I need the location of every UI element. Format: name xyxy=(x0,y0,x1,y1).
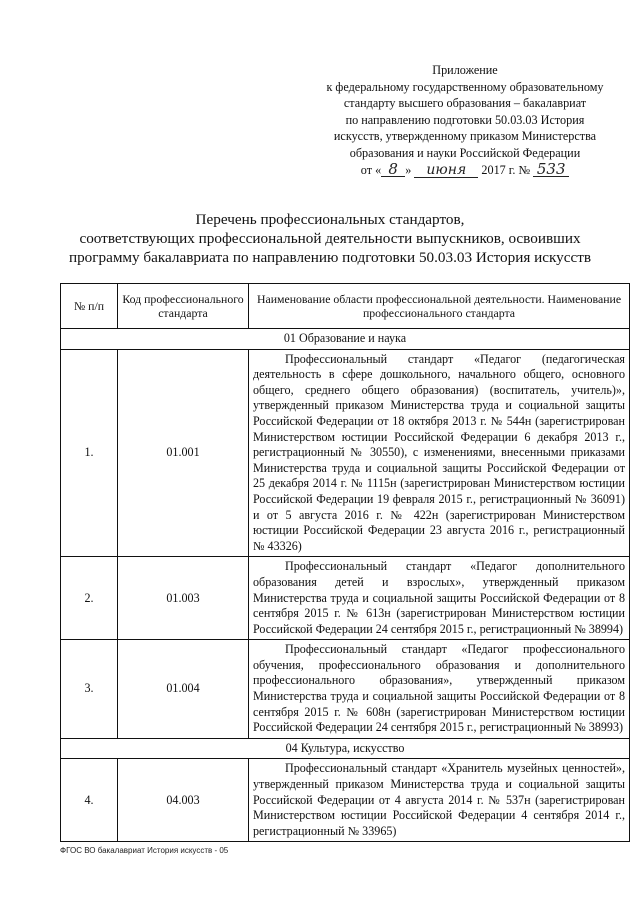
table-row xyxy=(61,759,630,842)
row-description: Профессиональный стандарт «Педагог (педагогическая деятельность в сфере дошкольного, начального общего, основного общего, среднего общего образования) (воспитатель, учитель)», утвержденный приказом Министерства труда и социальной защиты Российской Федерации от 18 октября 2013 г. № 544н (зарегистрирован Министерством юстиции Российской Федерации 6 декабря 2013 г., регистрационный № 30550), с изменениями, внесенными приказами Министерства труда и социальной защиты Российской Федерации от 25 декабря 2014 г. № 1115н (зарегистрирован Министерством юстиции Российской Федерации 19 февраля 2015 г., регистрационный № 36091) и от 5 августа 2016 г. № 422н (зарегистрирован Министерством юстиции Российской Федерации 23 августа 2016 г., регистрационный № 43326) xyxy=(249,349,630,557)
row-num: 3. xyxy=(61,640,118,739)
title-line: Перечень профессиональных стандартов, xyxy=(195,211,465,228)
row-code: 01.001 xyxy=(118,349,249,557)
appendix-line: по направлению подготовки 50.03.03 История xyxy=(345,112,585,127)
title-line: программу бакалавриата по направлению подготовки 50.03.03 История искусств xyxy=(68,249,592,266)
title-line: соответствующих профессиональной деятельности выпускников, освоивших xyxy=(79,230,581,247)
page-footer: ФГОС ВО бакалавриат История искусств - 05 xyxy=(60,846,229,855)
row-description: Профессиональный стандарт «Педагог дополнительного образования детей и взрослых», утвержденный приказом Министерства труда и социальной защиты Российской Федерации от 8 сентября 2015 г. № 613н (зарегистрирован Министерством юстиции Российской Федерации 24 сентября 2015 г., регистрационный № 38994) xyxy=(249,557,630,640)
year-text: 2017 г. № xyxy=(481,162,531,177)
table-header-row xyxy=(61,284,630,329)
row-description: Профессиональный стандарт «Хранитель музейных ценностей», утвержденный приказом Министерства труда и социальной защиты Российской Федерации от 4 августа 2014 г. № 537н (зарегистрирован Министерством юстиции Российской Федерации 4 сентября 2014 г., регистрационный № 33965) xyxy=(249,759,630,842)
row-num: 1. xyxy=(61,349,118,557)
row-num: 2. xyxy=(61,557,118,640)
row-code: 01.004 xyxy=(118,640,249,739)
appendix-block xyxy=(300,62,630,178)
table-row xyxy=(61,349,630,557)
section-row xyxy=(61,738,630,759)
order-date-line xyxy=(300,159,630,179)
header-code: Код профессионального стандарта xyxy=(118,284,249,329)
date-mid: » xyxy=(405,162,412,177)
handwritten-day: 8 xyxy=(381,162,405,177)
section-title: 04 Культура, искусство xyxy=(61,738,630,759)
header-num: № п/п xyxy=(61,284,118,329)
table-row xyxy=(61,640,630,739)
section-title: 01 Образование и наука xyxy=(61,329,630,350)
appendix-line: Приложение xyxy=(432,63,498,77)
document-title xyxy=(40,210,620,267)
row-code: 04.003 xyxy=(118,759,249,842)
appendix-line: искусств, утвержденному приказом Министерства xyxy=(333,129,597,144)
row-num: 4. xyxy=(61,759,118,842)
header-name: Наименование области профессиональной деятельности. Наименование профессионального стандарта xyxy=(249,284,630,329)
appendix-line: стандарту высшего образования – бакалавриат xyxy=(343,96,587,111)
table-row xyxy=(61,557,630,640)
date-prefix: от « xyxy=(360,162,382,177)
handwritten-order-number: 533 xyxy=(533,162,569,177)
appendix-line: образования и науки Российской Федерации xyxy=(349,145,581,160)
standards-table xyxy=(60,283,630,842)
section-row xyxy=(61,329,630,350)
row-description: Профессиональный стандарт «Педагог профессионального обучения, профессионального образования и дополнительного профессионального образования», утвержденный приказом Министерства труда и социальной защиты Российской Федерации от 8 сентября 2015 г. № 608н (зарегистрирован Министерством юстиции Российской Федерации 24 сентября 2015 г., регистрационный № 38993) xyxy=(249,640,630,739)
handwritten-month: июня xyxy=(414,163,478,178)
row-code: 01.003 xyxy=(118,557,249,640)
appendix-line: к федеральному государственному образовательному xyxy=(326,79,604,94)
